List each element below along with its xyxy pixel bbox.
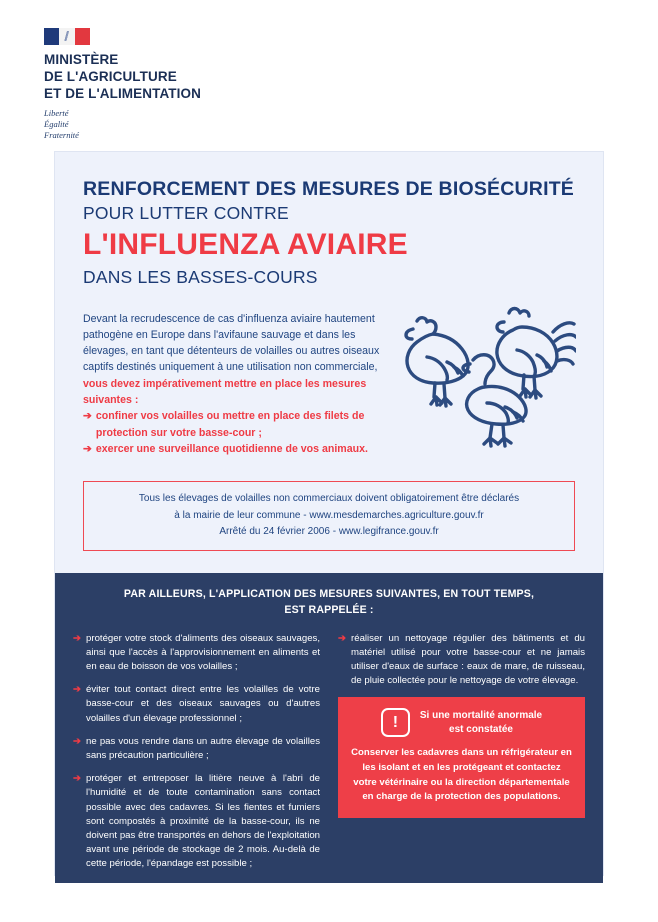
arrow-right-icon: ➔ <box>145 892 154 904</box>
measure-item <box>338 632 585 689</box>
motto-liberte: Liberté <box>44 108 69 118</box>
republic-motto <box>44 108 304 142</box>
intro-paragraph: Devant la recrudescence de cas d'influenza aviaire hautement pathogène en Europe dans l'avifaune sauvage et dans les élevages, en tant que détenteurs de volailles ou autres oiseaux captifs destinés uniquement à une utilisation non commerciale, <box>83 312 380 374</box>
measure-item <box>73 735 320 763</box>
intro-bullet-2 <box>83 441 383 457</box>
declaration-line-3: Arrêté du 24 février 2006 - www.legifrance.gouv.fr <box>219 525 439 537</box>
intro-bullet-1 <box>83 408 383 441</box>
hen-illustration <box>406 317 468 405</box>
arrow-right-icon: ➔ <box>73 632 82 644</box>
title-subline-1: POUR LUTTER CONTRE <box>83 203 289 224</box>
ministry-name-line-2: DE L'AGRICULTURE <box>44 69 177 84</box>
navy-section <box>55 573 603 904</box>
arrow-right-icon: ➔ <box>73 773 82 785</box>
intro-bullet-2-text: exercer une surveillance quotidienne de vos animaux. <box>95 443 368 456</box>
declaration-line-1: Tous les élevages de volailles non commerciaux doivent obligatoirement être déclarés <box>138 493 520 505</box>
footer-link[interactable] <box>73 892 585 903</box>
mortality-alert-box <box>338 697 585 817</box>
arrow-right-icon: ➔ <box>83 443 92 456</box>
navy-section-heading <box>73 587 585 619</box>
title-disease-name: L'INFLUENZA AVIAIRE <box>83 228 408 262</box>
poster-light-zone <box>55 152 603 457</box>
arrow-right-icon: ➔ <box>83 410 92 423</box>
navy-heading-line-2: EST RAPPELÉE : <box>284 603 374 616</box>
intro-emphasis: vous devez impérativement mettre en place les mesures suivantes : <box>83 377 367 407</box>
page-title: RENFORCEMENT DES MESURES DE BIOSÉCURITÉ <box>83 178 575 200</box>
measure-text: protéger et entreposer la litière neuve à l'abri de l'humidité et de toute contamination sans contact possible avec des cadavres. Si les fientes et fumiers sont compostés à proximité de la basse-cour, ils ne doivent pas être transportés en dehors de l'exploitation avant une période de stockage de 2 mois. Au-delà de cette période, l'épandage est possible ; <box>86 773 320 870</box>
measure-text: ne pas vous rendre dans un autre élevage de volailles sans précaution particulière ; <box>86 735 320 761</box>
declaration-line-2: à la mairie de leur commune - www.mesdemarches.agriculture.gouv.fr <box>174 509 484 521</box>
measures-right-column <box>338 632 585 881</box>
ministry-name-line-1: MINISTÈRE <box>44 52 119 67</box>
measure-item <box>73 683 320 726</box>
measure-text: éviter tout contact direct entre les volailles de votre basse-cour et des oiseaux sauvages ou d'autres volailles d'un élevage professionnel ; <box>86 684 320 724</box>
poster <box>55 152 603 904</box>
title-subline-2: DANS LES BASSES-COURS <box>83 266 318 287</box>
ministry-header <box>44 28 304 142</box>
measure-text: réaliser un nettoyage régulier des bâtiments et du matériel utilisé pour votre basse-cour et ne jamais utiliser d'eaux de surface : eaux de mare, de ruisseau, de pluie collectée pour le nettoyage de votre élevage. <box>351 632 585 687</box>
alert-body-text: Conserver les cadavres dans un réfrigérateur en les isolant et en les protégeant et contactez votre vétérinaire ou la direction départementale en charge de la protection des populations. <box>351 747 572 803</box>
intro-text <box>83 311 383 458</box>
rooster-illustration <box>497 308 576 398</box>
arrow-right-icon: ➔ <box>73 684 82 696</box>
alert-header <box>351 708 572 737</box>
declaration-box <box>83 481 575 551</box>
flag-blue-band <box>44 28 59 45</box>
alert-title-line-2: est constatée <box>449 723 513 735</box>
alert-title <box>420 709 542 737</box>
goose-illustration <box>463 354 526 445</box>
measures-left-column <box>73 632 320 881</box>
intro-bullet-1-text: confiner vos volailles ou mettre en place des filets de protection sur votre basse-cour ; <box>95 410 365 439</box>
flag-red-band <box>75 28 90 45</box>
french-flag-marianne-icon <box>44 28 90 45</box>
motto-fraternite: Fraternité <box>44 130 79 141</box>
arrow-right-icon: ➔ <box>338 632 347 644</box>
alert-title-line-1: Si une mortalité anormale <box>419 709 543 721</box>
measures-columns <box>73 632 585 881</box>
poultry-birds-icon <box>383 311 575 458</box>
ministry-name <box>44 51 304 102</box>
intro-row <box>83 311 575 458</box>
footer-url[interactable]: http://agriculture.gouv.fr/influenza-aviaire-strategie-de-gestion-dune-crise-sanitaire <box>157 892 513 904</box>
measure-text: protéger votre stock d'aliments des oiseaux sauvages, ainsi que l'accès à l'approvisionnement en aliments et en eau de boisson de vos volailles ; <box>86 632 320 673</box>
motto-egalite: Égalité <box>44 119 69 130</box>
warning-exclamation-icon: ! <box>381 708 410 737</box>
ministry-name-line-3: ET DE L'ALIMENTATION <box>44 86 201 101</box>
flag-white-band <box>59 28 74 45</box>
measure-item <box>73 772 320 871</box>
measure-item <box>73 632 320 675</box>
arrow-right-icon: ➔ <box>73 735 82 747</box>
navy-heading-line-1: PAR AILLEURS, L'APPLICATION DES MESURES SUIVANTES, EN TOUT TEMPS, <box>123 587 535 600</box>
